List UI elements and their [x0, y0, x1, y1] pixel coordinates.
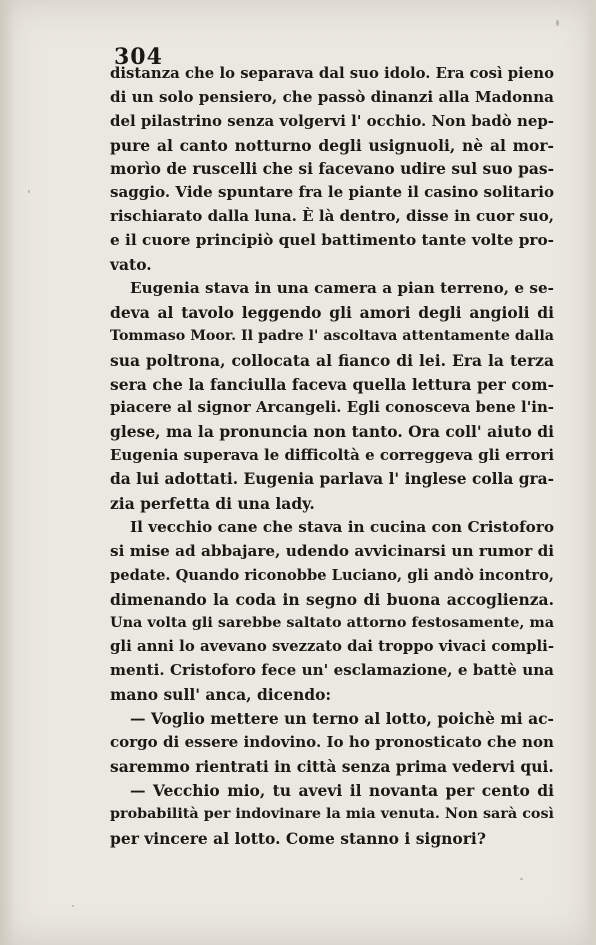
page-number: 304	[114, 44, 163, 70]
text-line: pedate. Quando riconobbe Luciano, gli andò incontro,	[110, 566, 554, 584]
paper-speck	[520, 878, 523, 880]
text-line: dimenando la coda in segno di buona accoglienza.	[110, 589, 554, 609]
text-line: menti. Cristoforo fece un' esclamazione, e battè una	[110, 661, 554, 680]
text-line: Il vecchio cane che stava in cucina con Cristoforo	[130, 517, 554, 536]
text-line: gli anni lo avevano svezzato dai troppo vivaci compli-	[110, 637, 554, 656]
body-text	[110, 62, 554, 850]
text-line: saggio. Vide spuntare fra le piante il casino solitario	[110, 183, 554, 202]
text-line: del pilastrino senza volgervi l' occhio. Non badò nep-	[110, 111, 554, 130]
text-line: vato.	[110, 255, 152, 275]
text-line: probabilità per indovinare la mia venuta. Non sarà così	[110, 805, 554, 822]
text-line: morìo de ruscelli che si facevano udire sul suo pas-	[110, 159, 554, 178]
paper-speck	[72, 905, 74, 907]
text-line: glese, ma la pronuncia non tanto. Ora coll' aiuto di	[110, 422, 554, 442]
paper-speck	[28, 190, 30, 193]
text-line: rischiarato dalla luna. È là dentro, disse in cuor suo,	[110, 207, 554, 226]
text-line: da lui adottati. Eugenia parlava l' inglese colla gra-	[110, 470, 554, 489]
text-line: pure al canto notturno degli usignuoli, nè al mor-	[110, 135, 554, 155]
text-line: sua poltrona, collocata al fianco di lei. Era la terza	[110, 350, 554, 370]
text-line: Tommaso Moor. Il padre l' ascoltava attentamente dalla	[110, 327, 554, 344]
text-line: sera che la fanciulla faceva quella lettura per com-	[110, 374, 554, 394]
paper-speck	[556, 20, 559, 26]
text-line: si mise ad abbajare, udendo avvicinarsi un rumor di	[110, 541, 554, 560]
text-line: e il cuore principiò quel battimento tante volte pro-	[110, 231, 555, 250]
text-line: Eugenia superava le difficoltà e correggeva gli errori	[110, 446, 554, 465]
text-line: piacere al signor Arcangeli. Egli conosceva bene l'in-	[110, 398, 554, 417]
text-line: saremmo rientrati in città senza prima vedervi qui.	[110, 756, 554, 776]
text-line: Eugenia stava in una camera a pian terreno, e se-	[130, 279, 554, 298]
page-edge-left	[0, 0, 14, 945]
text-line: — Voglio mettere un terno al lotto, poichè mi ac-	[130, 709, 554, 729]
text-line: deva al tavolo leggendo gli amori degli angioli di	[110, 302, 554, 322]
text-line: mano sull' anca, dicendo:	[110, 685, 332, 705]
text-line: distanza che lo separava dal suo idolo. Era così pieno	[110, 64, 554, 82]
text-line: Una volta gli sarebbe saltato attorno festosamente, ma	[110, 614, 555, 632]
text-line: — Vecchio mio, tu avevi il novanta per cento di	[130, 780, 554, 800]
text-line: di un solo pensiero, che passò dinanzi alla Madonna	[110, 87, 554, 106]
text-line: corgo di essere indovino. Io ho pronosticato che non	[110, 732, 554, 751]
page-edge-right	[584, 0, 596, 945]
text-line: per vincere al lotto. Come stanno i signori?	[110, 828, 486, 848]
text-line: zia perfetta di una lady.	[110, 494, 315, 514]
